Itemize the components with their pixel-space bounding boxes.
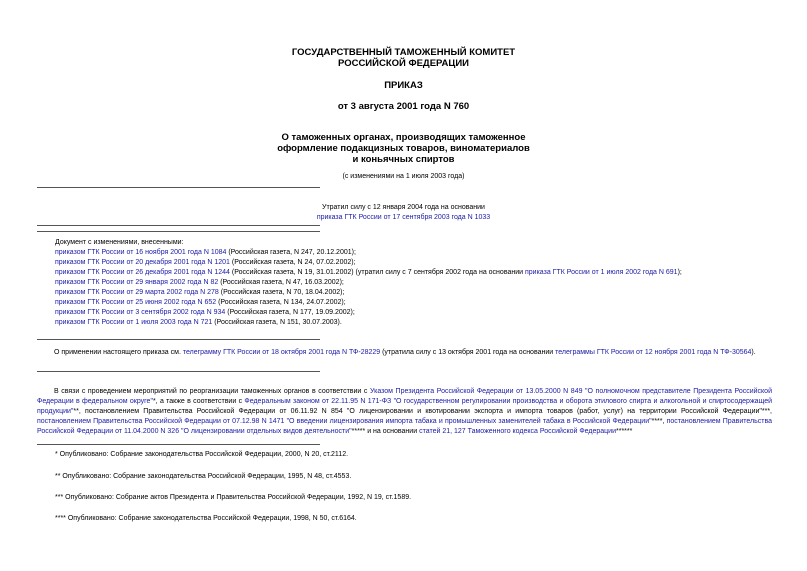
- amendment-link[interactable]: приказом ГТК России от 3 сентября 2002 года N 934: [55, 309, 226, 316]
- amendment-link[interactable]: приказом ГТК России от 20 декабря 2001 года N 1201: [55, 259, 230, 266]
- resolution-link[interactable]: постановлением Правительства Российской Федерации от 11.04.2000 N 326 "О лицензировании отдельных видов деятельности": [37, 418, 772, 435]
- list-item: приказом ГТК России от 29 января 2002 года N 82 (Российская газета, N 47, 16.03.2002);: [55, 279, 344, 286]
- list-item: приказом ГТК России от 1 июля 2003 года N 721 (Российская газета, N 151, 30.07.2003).: [55, 319, 342, 326]
- doc-type: ПРИКАЗ: [384, 80, 423, 91]
- list-item: приказом ГТК России от 3 сентября 2002 года N 934 (Российская газета, N 177, 19.09.2002);: [55, 309, 355, 316]
- footnote: * Опубликовано: Собрание законодательства Российской Федерации, 2000, N 20, ст.2112.: [55, 451, 349, 458]
- body-paragraph: В связи с проведением мероприятий по реорганизации таможенных органов в соответствии с Указом Президента Российской Федерации от 13.05.2000 N 849 "О полномочном представителе Президента Российской Федерации в федеральном округе"*, а также в соответствии с Федеральным законом от 22.11.95 N 171-ФЗ "О государственном регулировании производства и оборота этилового спирта и алкогольной и спиртосодержащей продукции"**, постановлением Правительства Российской Федерации от 06.11.92 N 854 "О лицензировании и квотировании экспорта и импорта товаров (работ, услуг) на территории Российской Федерации"***, постановлением Правительства Российской Федерации от 07.12.98 N 1471 "О введении лицензирования импорта табака и промышленных заменителей табака в Российской Федерации"****, постановлением Правительства Российской Федерации от 11.04.2000 N 326 "О лицензировании отдельных видов деятельности"***** и на основании статей 21, 127 Таможенного кодекса Российской Федерации******: [37, 388, 773, 435]
- amend-note: (с изменениями на 1 июля 2003 года): [342, 173, 465, 180]
- divider: [37, 371, 320, 372]
- doc-title-line1: О таможенных органах, производящих таможенное: [281, 132, 526, 143]
- amendment-link[interactable]: приказом ГТК России от 29 января 2002 года N 82: [55, 279, 219, 286]
- resolution-link[interactable]: постановлением Правительства Российской Федерации от 07.12.98 N 1471 "О введении лицензирования импорта табака и промышленных заменителей табака в Российской Федерации": [37, 418, 652, 425]
- doc-title-line3: и коньячных спиртов: [352, 154, 455, 165]
- amendment-link[interactable]: приказом ГТК России от 1 июля 2003 года N 721: [55, 319, 213, 326]
- list-item: приказом ГТК России от 25 июня 2002 года N 652 (Российская газета, N 134, 24.07.2002);: [55, 299, 346, 306]
- amendment-link[interactable]: приказом ГТК России от 26 декабря 2001 года N 1244: [55, 269, 230, 276]
- doc-title: [0, 132, 807, 165]
- expiry-block: [0, 203, 807, 223]
- amendment-link[interactable]: приказом ГТК России от 25 июня 2002 года N 652: [55, 299, 217, 306]
- decree-link[interactable]: Указом Президента Российской Федерации от 13.05.2000 N 849 "О полномочном представителе Президента Российской Федерации в федеральном округе": [37, 388, 772, 405]
- divider: [37, 231, 320, 232]
- footnote: *** Опубликовано: Собрание актов Президента и Правительства Российской Федерации, 1992, N 19, ст.1589.: [55, 494, 412, 501]
- application-note: О применении настоящего приказа см. телеграмму ГТК России от 18 октября 2001 года N ТФ-28229 (утратила силу с 13 октября 2001 года на основании телеграммы ГТК России от 12 ноября 2001 года N ТФ-30564).: [54, 349, 756, 356]
- divider: [37, 225, 320, 226]
- doc-title-line2: оформление подакцизных товаров, виноматериалов: [277, 143, 530, 154]
- expiry-text: Утратил силу с 12 января 2004 года на основании: [322, 204, 485, 211]
- org-name-line1: ГОСУДАРСТВЕННЫЙ ТАМОЖЕННЫЙ КОМИТЕТ: [291, 47, 516, 58]
- amendment-link[interactable]: приказом ГТК России от 29 марта 2002 года N 278: [55, 289, 219, 296]
- amendment-link[interactable]: приказом ГТК России от 16 ноября 2001 года N 1084: [55, 249, 227, 256]
- customs-code-link[interactable]: статей 21, 127 Таможенного кодекса Российской Федерации: [419, 428, 616, 435]
- footnote: **** Опубликовано: Собрание законодательства Российской Федерации, 1998, N 50, ст.6164.: [55, 515, 357, 522]
- telegram-link[interactable]: телеграмму ГТК России от 18 октября 2001 года N ТФ-28229: [182, 349, 381, 356]
- org-name-line2: РОССИЙСКОЙ ФЕДЕРАЦИИ: [337, 58, 469, 69]
- expiry-link[interactable]: приказа ГТК России от 17 сентября 2003 года N 1033: [316, 214, 491, 221]
- changes-intro: Документ с изменениями, внесенными:: [55, 239, 184, 246]
- telegram-link[interactable]: телеграммы ГТК России от 12 ноября 2001 года N ТФ-30564: [555, 349, 752, 356]
- divider: [37, 187, 320, 188]
- footnote-divider: [37, 444, 320, 445]
- doc-date: от 3 августа 2001 года N 760: [337, 101, 470, 112]
- footnote: ** Опубликовано: Собрание законодательства Российской Федерации, 1995, N 48, ст.4553.: [55, 473, 352, 480]
- amendment-link[interactable]: приказа ГТК России от 1 июля 2002 года N 691: [524, 269, 678, 276]
- changes-list: [55, 238, 682, 328]
- list-item: приказом ГТК России от 29 марта 2002 года N 278 (Российская газета, N 70, 18.04.2002);: [55, 289, 345, 296]
- list-item: приказом ГТК России от 20 декабря 2001 года N 1201 (Российская газета, N 24, 07.02.2002);: [55, 259, 356, 266]
- list-item: приказом ГТК России от 16 ноября 2001 года N 1084 (Российская газета, N 247, 20.12.2001);: [55, 249, 356, 256]
- law-link[interactable]: Федеральным законом от 22.11.95 N 171-ФЗ "О государственном регулировании производства и оборота этилового спирта и алкогольной и спиртосодержащей продукции": [37, 398, 773, 415]
- list-item: приказом ГТК России от 26 декабря 2001 года N 1244 (Российская газета, N 19, 31.01.2002) (утратил силу с 7 сентября 2002 года на основании приказа ГТК России от 1 июля 2002 года N 691);: [55, 269, 682, 276]
- divider: [37, 339, 320, 340]
- document-header: [0, 47, 807, 69]
